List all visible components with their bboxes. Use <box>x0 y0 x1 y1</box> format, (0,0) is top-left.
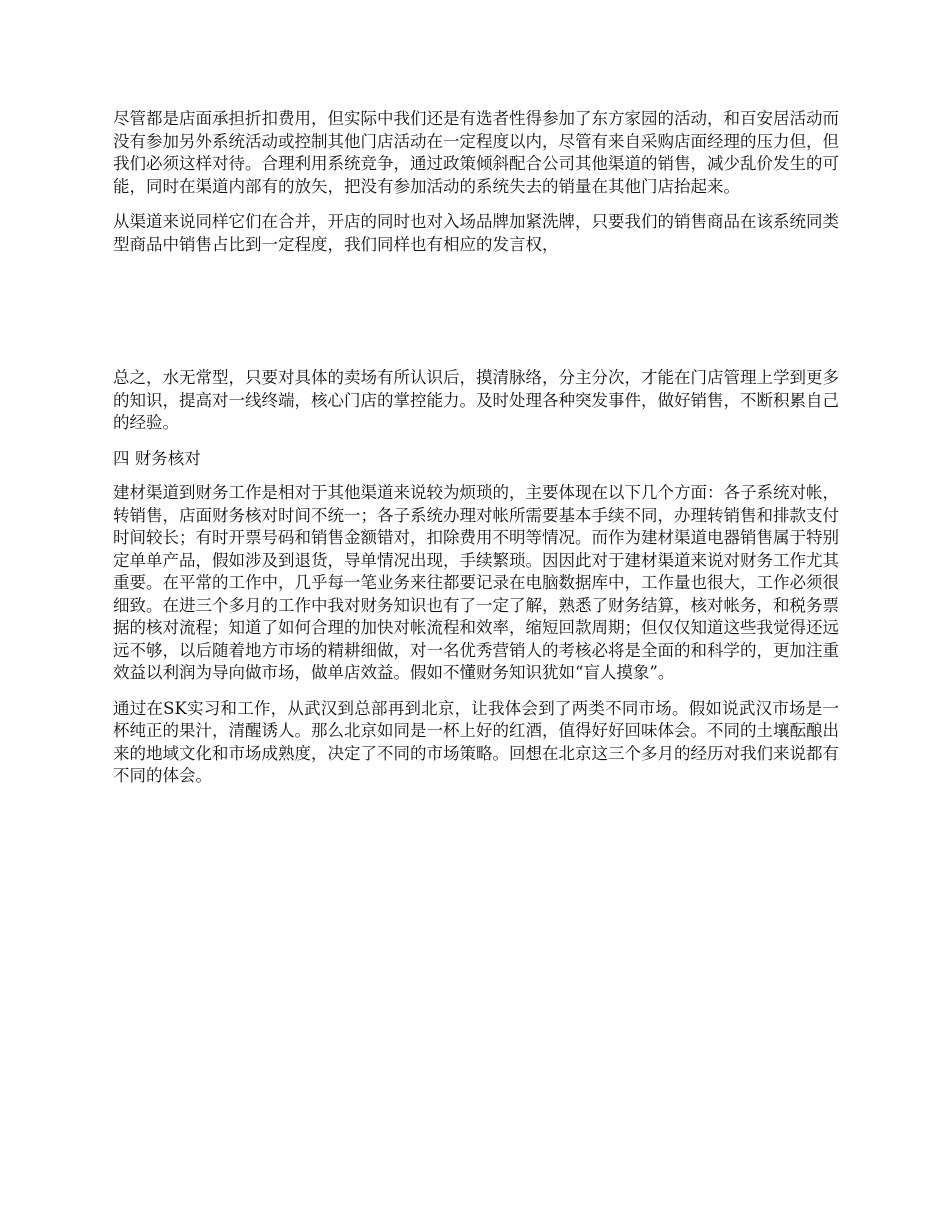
paragraph-summary: 总之，水无常型，只要对具体的卖场有所认识后，摸清脉络，分主分次，才能在门店管理上学到更多的知识，提高对一线终端，核心门店的掌控能力。及时处理各种突发事件，做好销售，不断积累自己的经验。 <box>113 368 839 432</box>
blank-gap <box>113 269 839 367</box>
section-heading-finance: 四 财务核对 <box>113 448 201 468</box>
paragraph-promotion-strategy: 尽管都是店面承担折扣费用，但实际中我们还是有选者性得参加了东方家园的活动，和百安居活动而没有参加另外系统活动或控制其他门店活动在一定程度以内，尽管有来自采购店面经理的压力但，但我们必须这样对待。合理利用系统竞争，通过政策倾斜配合公司其他渠道的销售，减少乱价发生的可能，同时在渠道内部有的放矢，把没有参加活动的系统失去的销量在其他门店抬起来。 <box>113 109 839 196</box>
paragraph-market-comparison: 通过在SK实习和工作，从武汉到总部再到北京，让我体会到了两类不同市场。假如说武汉市场是一杯纯正的果汁，清醒诱人。那么北京如同是一杯上好的红酒，值得好好回味体会。不同的土壤酝酿出来的地域文化和市场成熟度，决定了不同的市场策略。回想在北京这三个多月的经历对我们来说都有不同的体会。 <box>113 698 839 785</box>
paragraph-channel-merge: 从渠道来说同样它们在合并，开店的同时也对入场品牌加紧洗牌，只要我们的销售商品在该系统同类型商品中销售占比到一定程度，我们同样也有相应的发言权， <box>113 212 839 254</box>
paragraph-finance-details: 建材渠道到财务工作是相对于其他渠道来说较为烦琐的，主要体现在以下几个方面：各子系统对帐，转销售，店面财务核对时间不统一；各子系统办理对帐所需要基本手续不同，办理转销售和排款支付时间较长；有时开票号码和销售金额错对，扣除费用不明等情况。而作为建材渠道电器销售属于特别定单单产品，假如涉及到退货，导单情况出现，手续繁琐。因因此对于建材渠道来说对财务工作尤其重要。在平常的工作中，几乎每一笔业务来往都要记录在电脑数据库中，工作量也很大，工作必须很细致。在进三个多月的工作中我对财务知识也有了一定了解，熟悉了财务结算，核对帐务，和税务票据的核对流程；知道了如何合理的加快对帐流程和效率，缩短回款周期；但仅仅知道这些我觉得还远远不够，以后随着地方市场的精耕细做，对一名优秀营销人的考核必将是全面的和科学的，更加注重效益以利润为导向做市场，做单店效益。假如不懂财务知识犹如“盲人摸象”。 <box>113 483 839 682</box>
document-body <box>113 108 839 801</box>
